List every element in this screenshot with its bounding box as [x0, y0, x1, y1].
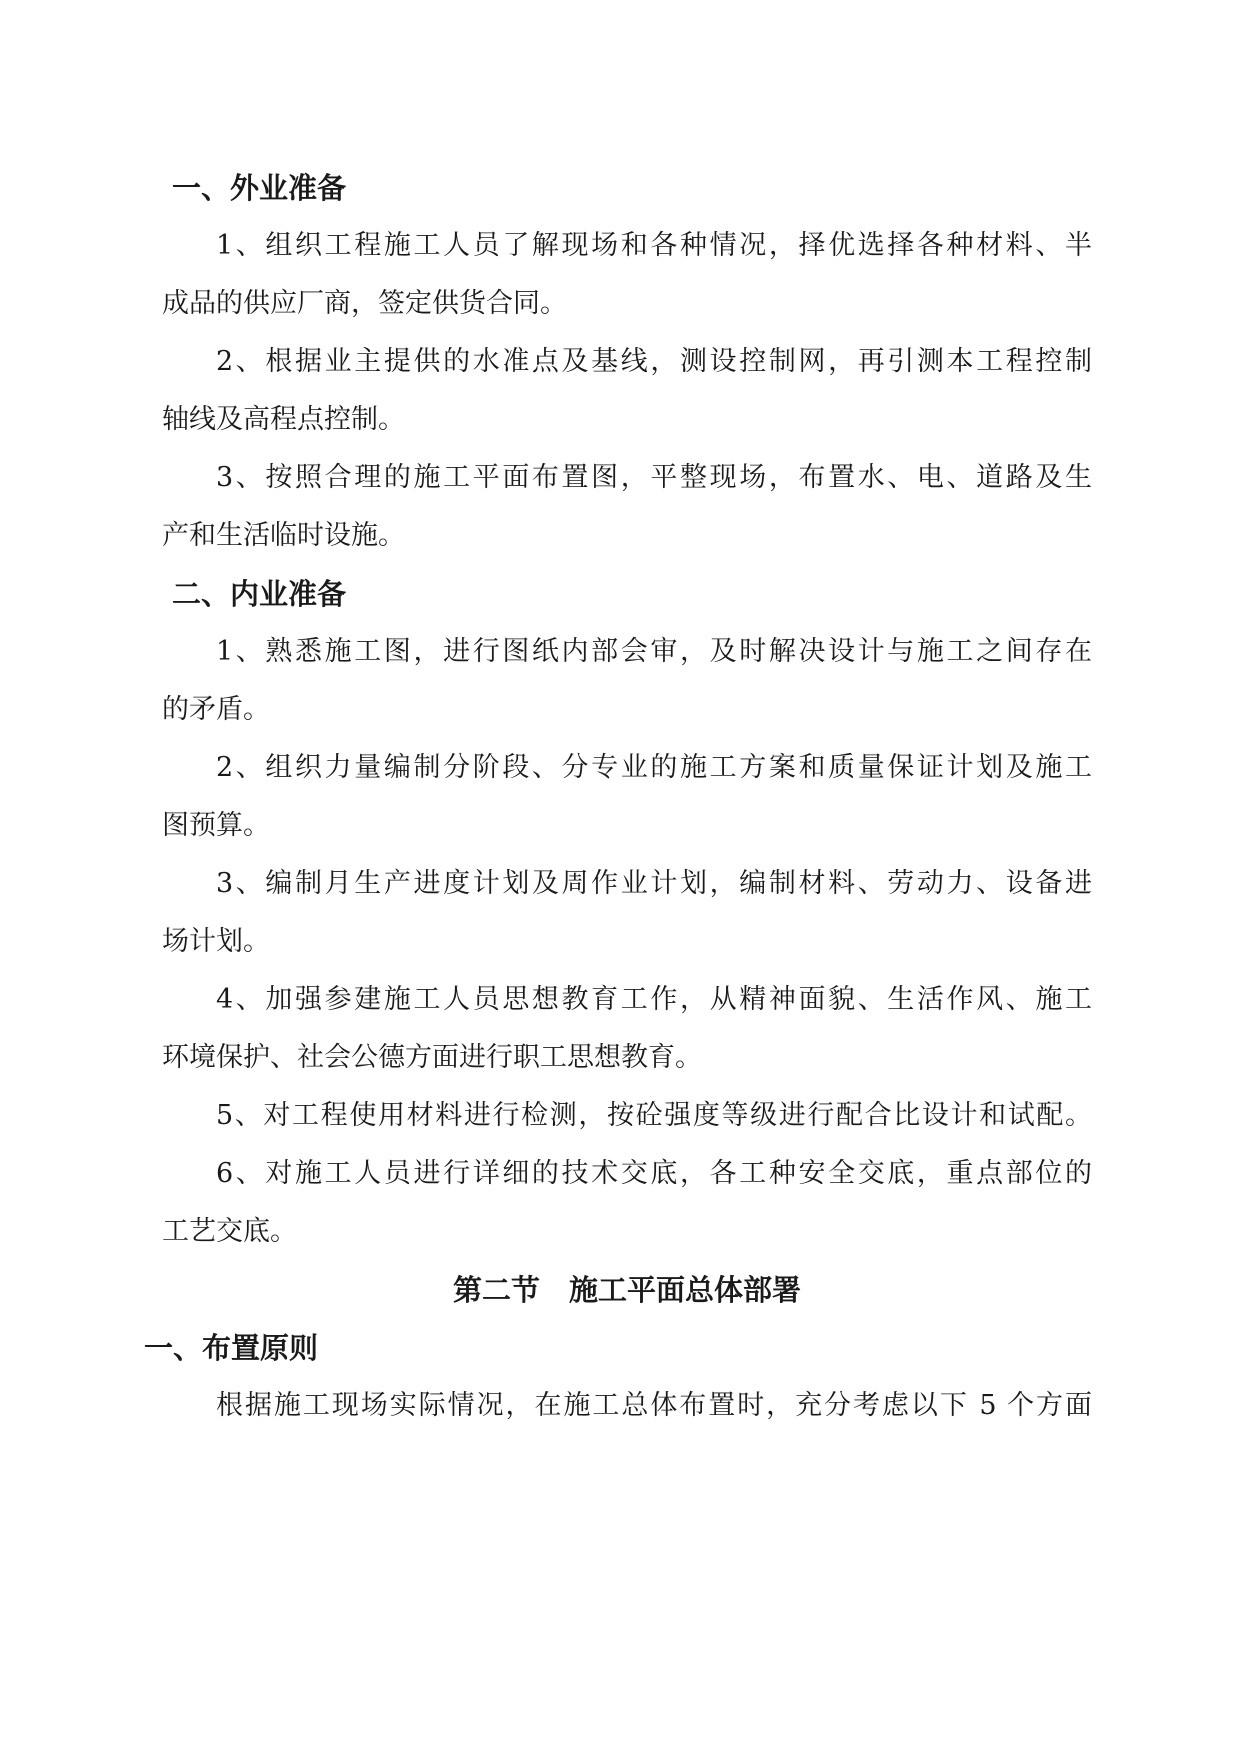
paragraph-line: 根据施工现场实际情况，在施工总体布置时，充分考虑以下 5 个方面: [216, 1390, 1092, 1421]
paragraph-line: 1、熟悉施工图，进行图纸内部会审，及时解决设计与施工之间存在: [216, 636, 1092, 667]
paragraph-line: 环境保护、社会公德方面进行职工思想教育。: [162, 1042, 702, 1073]
paragraph-line: 图预算。: [162, 810, 270, 841]
paragraph-line: 工艺交底。: [162, 1216, 297, 1247]
paragraph-line: 的矛盾。: [162, 694, 270, 725]
paragraph-line: 成品的供应厂商，签定供货合同。: [162, 288, 567, 319]
paragraph-line: 3、按照合理的施工平面布置图，平整现场，布置水、电、道路及生: [216, 462, 1092, 493]
paragraph-line: 4、加强参建施工人员思想教育工作，从精神面貌、生活作风、施工: [216, 984, 1092, 1015]
paragraph-line: 轴线及高程点控制。: [162, 404, 405, 435]
section-heading-outside-prep: 一、外业准备: [172, 171, 347, 205]
paragraph-line: 场计划。: [162, 926, 270, 957]
chapter-title: 第二节 施工平面总体部署: [452, 1273, 801, 1307]
paragraph-line: 6、对施工人员进行详细的技术交底，各工种安全交底，重点部位的: [216, 1158, 1092, 1189]
section-heading-inside-prep: 二、内业准备: [172, 577, 347, 611]
paragraph-line: 3、编制月生产进度计划及周作业计划，编制材料、劳动力、设备进: [216, 868, 1092, 899]
section-heading-layout-principles: 一、布置原则: [144, 1331, 319, 1365]
paragraph-line: 2、根据业主提供的水准点及基线，测设控制网，再引测本工程控制: [216, 346, 1092, 377]
paragraph-line: 5、对工程使用材料进行检测，按砼强度等级进行配合比设计和试配。: [216, 1100, 1092, 1131]
paragraph-line: 1、组织工程施工人员了解现场和各种情况，择优选择各种材料、半: [216, 230, 1092, 261]
paragraph-line: 2、组织力量编制分阶段、分专业的施工方案和质量保证计划及施工: [216, 752, 1092, 783]
paragraph-line: 产和生活临时设施。: [162, 520, 405, 551]
